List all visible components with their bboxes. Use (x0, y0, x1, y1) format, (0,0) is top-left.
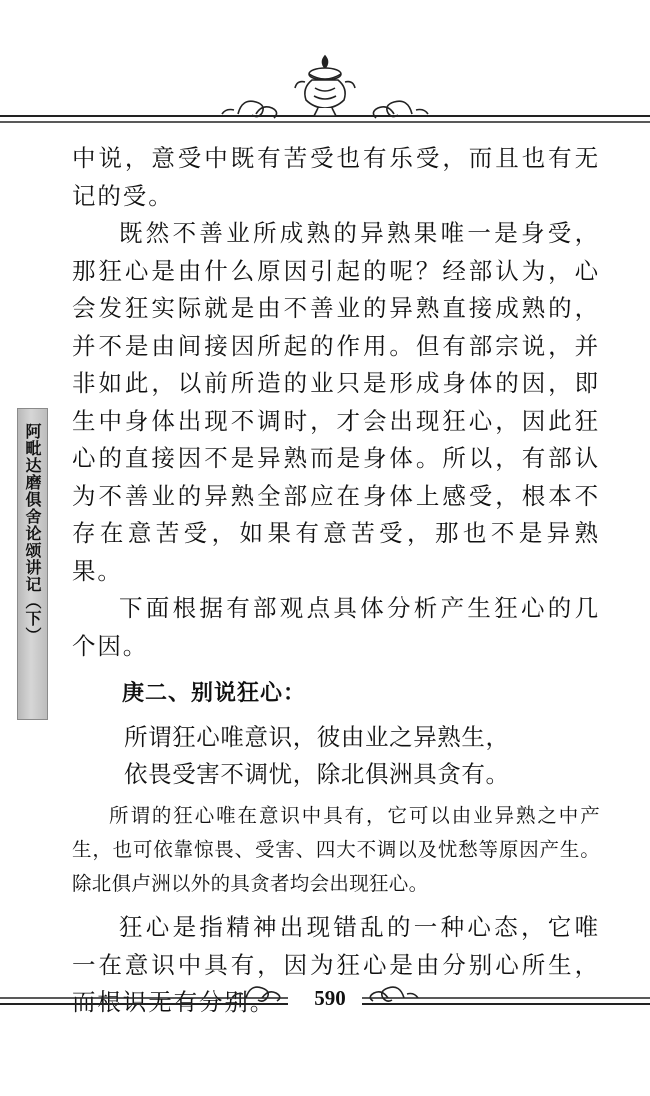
paragraph-continuation: 中说，意受中既有苦受也有乐受，而且也有无记的受。 (72, 144, 600, 210)
page-header-ornament (0, 50, 650, 130)
section-heading: 庚二、别说狂心： (122, 681, 307, 706)
page-content (72, 140, 600, 1022)
verse-line-1: 所谓狂心唯意识，彼由业之异熟生， (124, 723, 510, 751)
book-title: 阿毗达磨俱舍论颂讲记（下） (23, 423, 42, 644)
paragraph-body: 既然不善业所成熟的异熟果唯一是身受，那狂心是由什么原因引起的呢？经部认为，心会发狂实际就是由不善业的异熟直接成熟的，并不是由间接因所起的作用。但有部宗说，并非如此，以前所造的业只是形成身体的因，即生中身体出现不调时，才会出现狂心，因此狂心的直接因不是异熟而是身体。所以，有部认为不善业的异熟全部应在身体上感受，根本不存在意苦受，如果有意苦受，那也不是异熟果。 (72, 219, 600, 585)
page-footer (0, 972, 650, 1032)
header-ornament-icon (0, 50, 650, 130)
verse-commentary: 所谓的狂心唯在意识中具有，它可以由业异熟之中产生，也可依靠惊畏、受害、四大不调以及忧愁等原因产生。除北俱卢洲以外的具贪者均会出现狂心。 (72, 804, 600, 895)
page-number: 590 (314, 986, 346, 1010)
verse-line-2: 依畏受害不调忧，除北俱洲具贪有。 (124, 760, 510, 788)
side-book-tab (17, 408, 48, 720)
paragraph-intro: 下面根据有部观点具体分析产生狂心的几个因。 (72, 594, 600, 660)
paragraph-closing: 狂心是指精神出现错乱的一种心态，它唯一在意识中具有，因为狂心是由分别心所生，而根识无有分别。 (72, 913, 600, 1016)
verse-block (72, 719, 600, 793)
